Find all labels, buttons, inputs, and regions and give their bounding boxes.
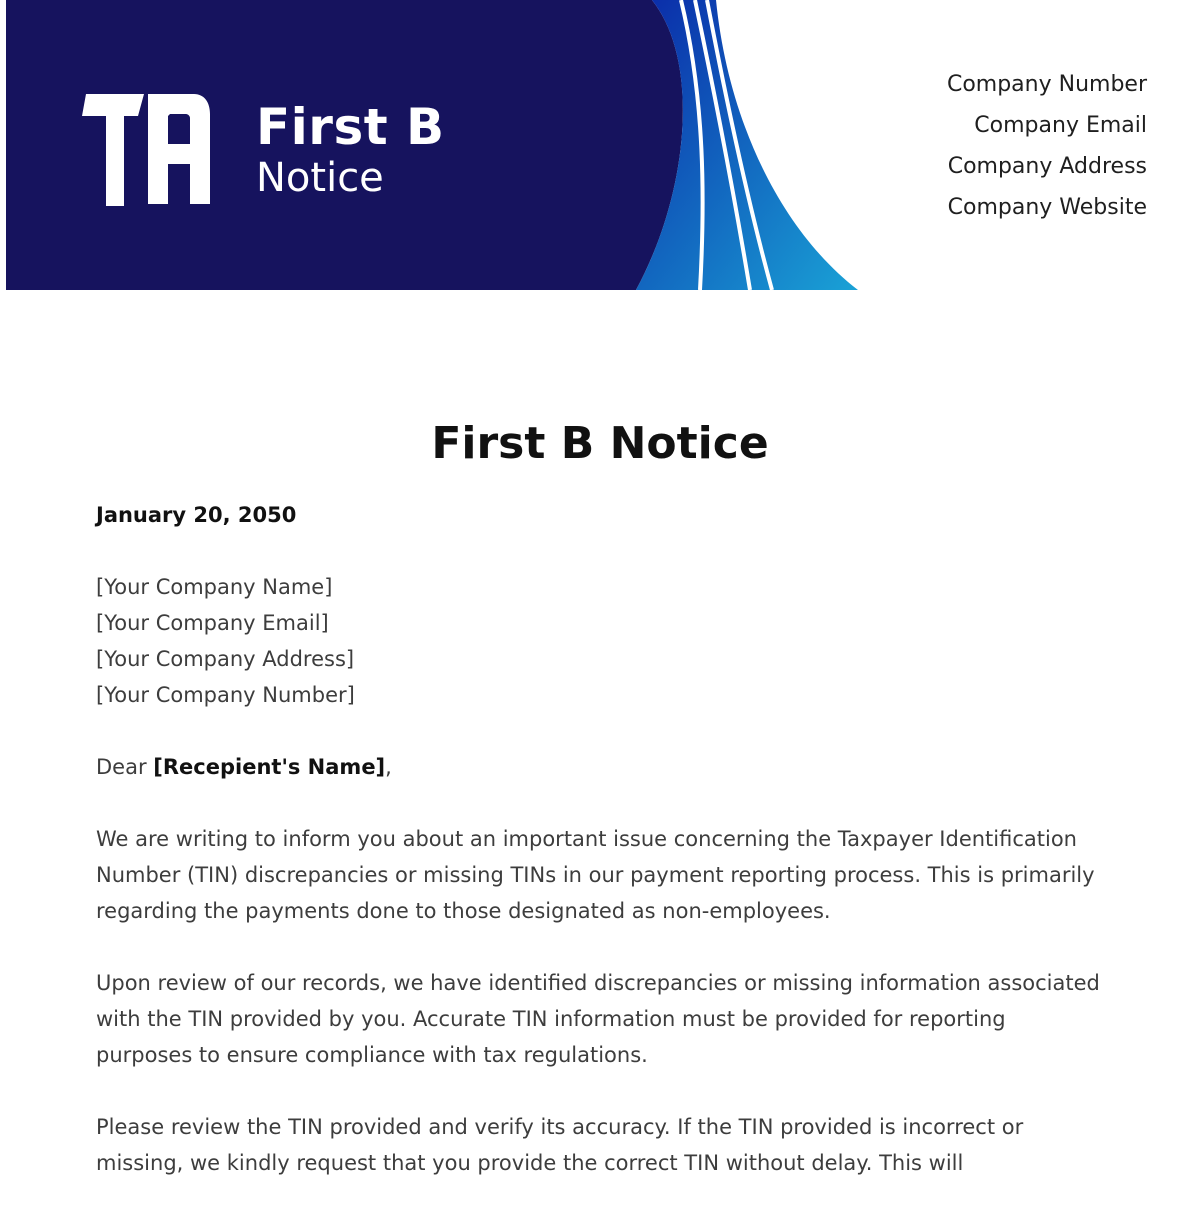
salutation-prefix: Dear (96, 755, 154, 779)
company-number: Company Number (946, 72, 1147, 97)
letterhead (0, 0, 1200, 290)
brand-title: First B (256, 98, 445, 156)
company-email: Company Email (974, 113, 1147, 138)
letter-date: January 20, 2050 (96, 503, 297, 527)
sender-company-number: [Your Company Number] (96, 683, 355, 707)
sender-company-name: [Your Company Name] (96, 575, 333, 599)
letter-body (96, 497, 1106, 1217)
brand-subtitle: Notice (256, 155, 384, 201)
document-title: First B Notice (431, 418, 769, 469)
salutation (96, 749, 1106, 785)
sender-address (96, 569, 1106, 713)
salutation-suffix: , (385, 755, 392, 779)
brand-block (256, 98, 445, 200)
company-contact (947, 64, 1147, 228)
sender-company-email: [Your Company Email] (96, 611, 329, 635)
sender-company-address: [Your Company Address] (96, 647, 355, 671)
body-paragraph: We are writing to inform you about an important issue concerning the Taxpayer Identification Number (TIN) discrepancies or missing TINs in our payment reporting process. This is primarily regarding the payments done to those designated as non-employees. (96, 827, 1095, 923)
company-address: Company Address (947, 154, 1147, 179)
recipient-name: [Recepient's Name] (153, 755, 386, 779)
logo-icon (82, 92, 212, 208)
company-website: Company Website (947, 195, 1147, 220)
company-logo (82, 92, 212, 213)
body-paragraph: Please review the TIN provided and verify its accuracy. If the TIN provided is incorrect or missing, we kindly request that you provide the correct TIN without delay. This will (96, 1115, 1024, 1175)
body-paragraph: Upon review of our records, we have identified discrepancies or missing information associated with the TIN provided by you. Accurate TIN information must be provided for reporting purposes to ensure compliance with tax regulations. (96, 971, 1100, 1067)
